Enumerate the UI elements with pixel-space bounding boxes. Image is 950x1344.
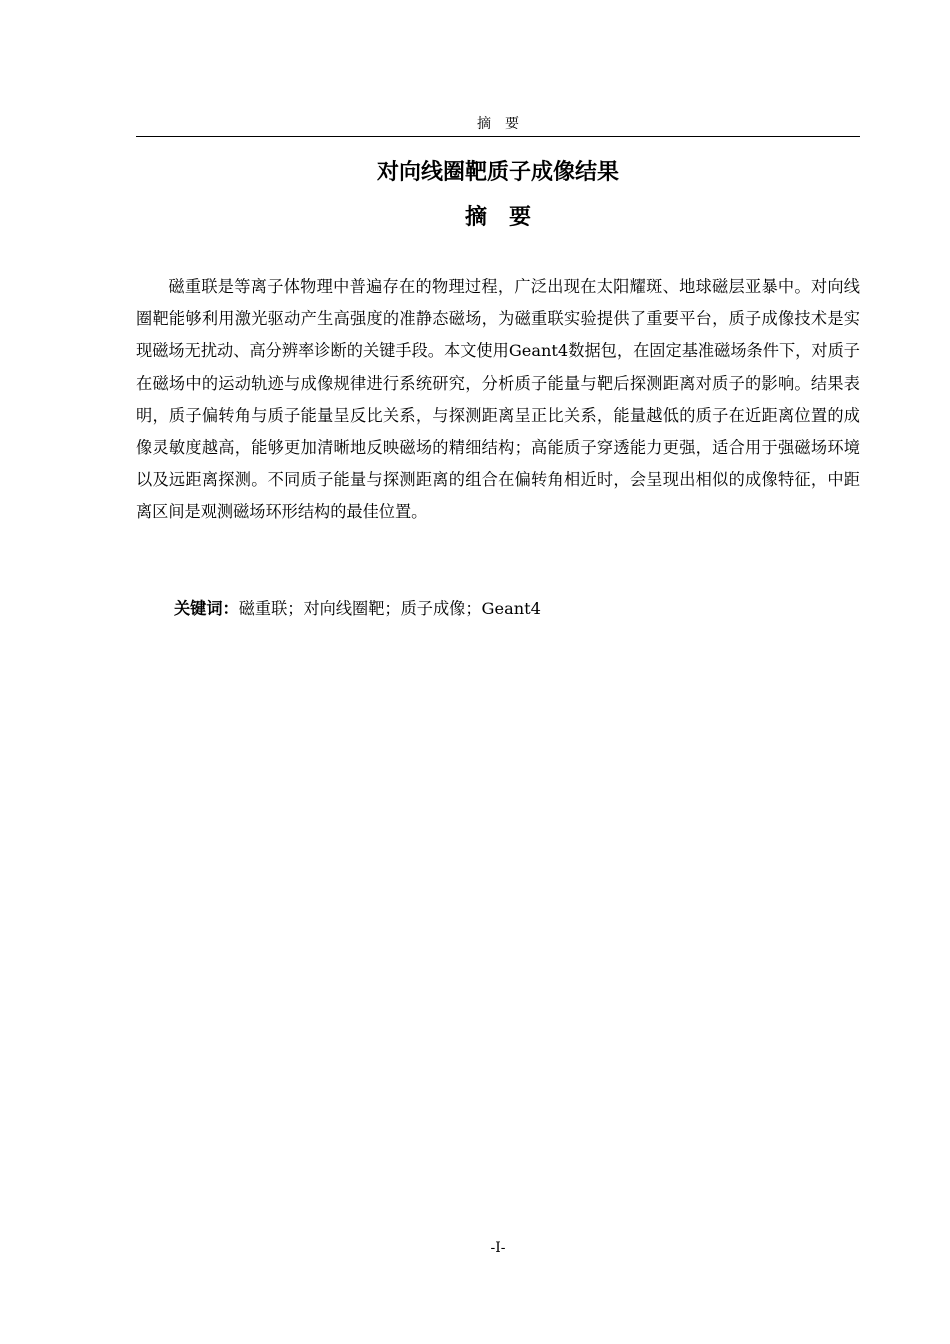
keywords-value: 磁重联；对向线圈靶；质子成像；Geant4 <box>238 599 541 618</box>
abstract-heading: 摘要 <box>464 205 553 230</box>
keywords-label: 关键词： <box>174 599 239 618</box>
keywords-line <box>174 593 860 625</box>
header-rule <box>136 136 860 137</box>
page-number: -I- <box>490 1240 506 1256</box>
thesis-title: 对向线圈靶质子成像结果 <box>376 160 619 185</box>
running-header: 摘要 <box>477 116 533 132</box>
abstract-body: 磁重联是等离子体物理中普遍存在的物理过程，广泛出现在太阳耀斑、地球磁层亚暴中。对向线圈靶能够利用激光驱动产生高强度的准静态磁场，为磁重联实验提供了重要平台，质子成像技术是实现磁场无扰动、高分辨率诊断的关键手段。本文使用Geant4数据包，在固定基准磁场条件下，对质子在磁场中的运动轨迹与成像规律进行系统研究，分析质子能量与靶后探测距离对质子的影响。结果表明，质子偏转角与质子能量呈反比关系，与探测距离呈正比关系，能量越低的质子在近距离位置的成像灵敏度越高，能够更加清晰地反映磁场的精细结构；高能质子穿透能力更强，适合用于强磁场环境以及远距离探测。不同质子能量与探测距离的组合在偏转角相近时，会呈现出相似的成像特征，中距离区间是观测磁场环形结构的最佳位置。 <box>136 277 860 522</box>
